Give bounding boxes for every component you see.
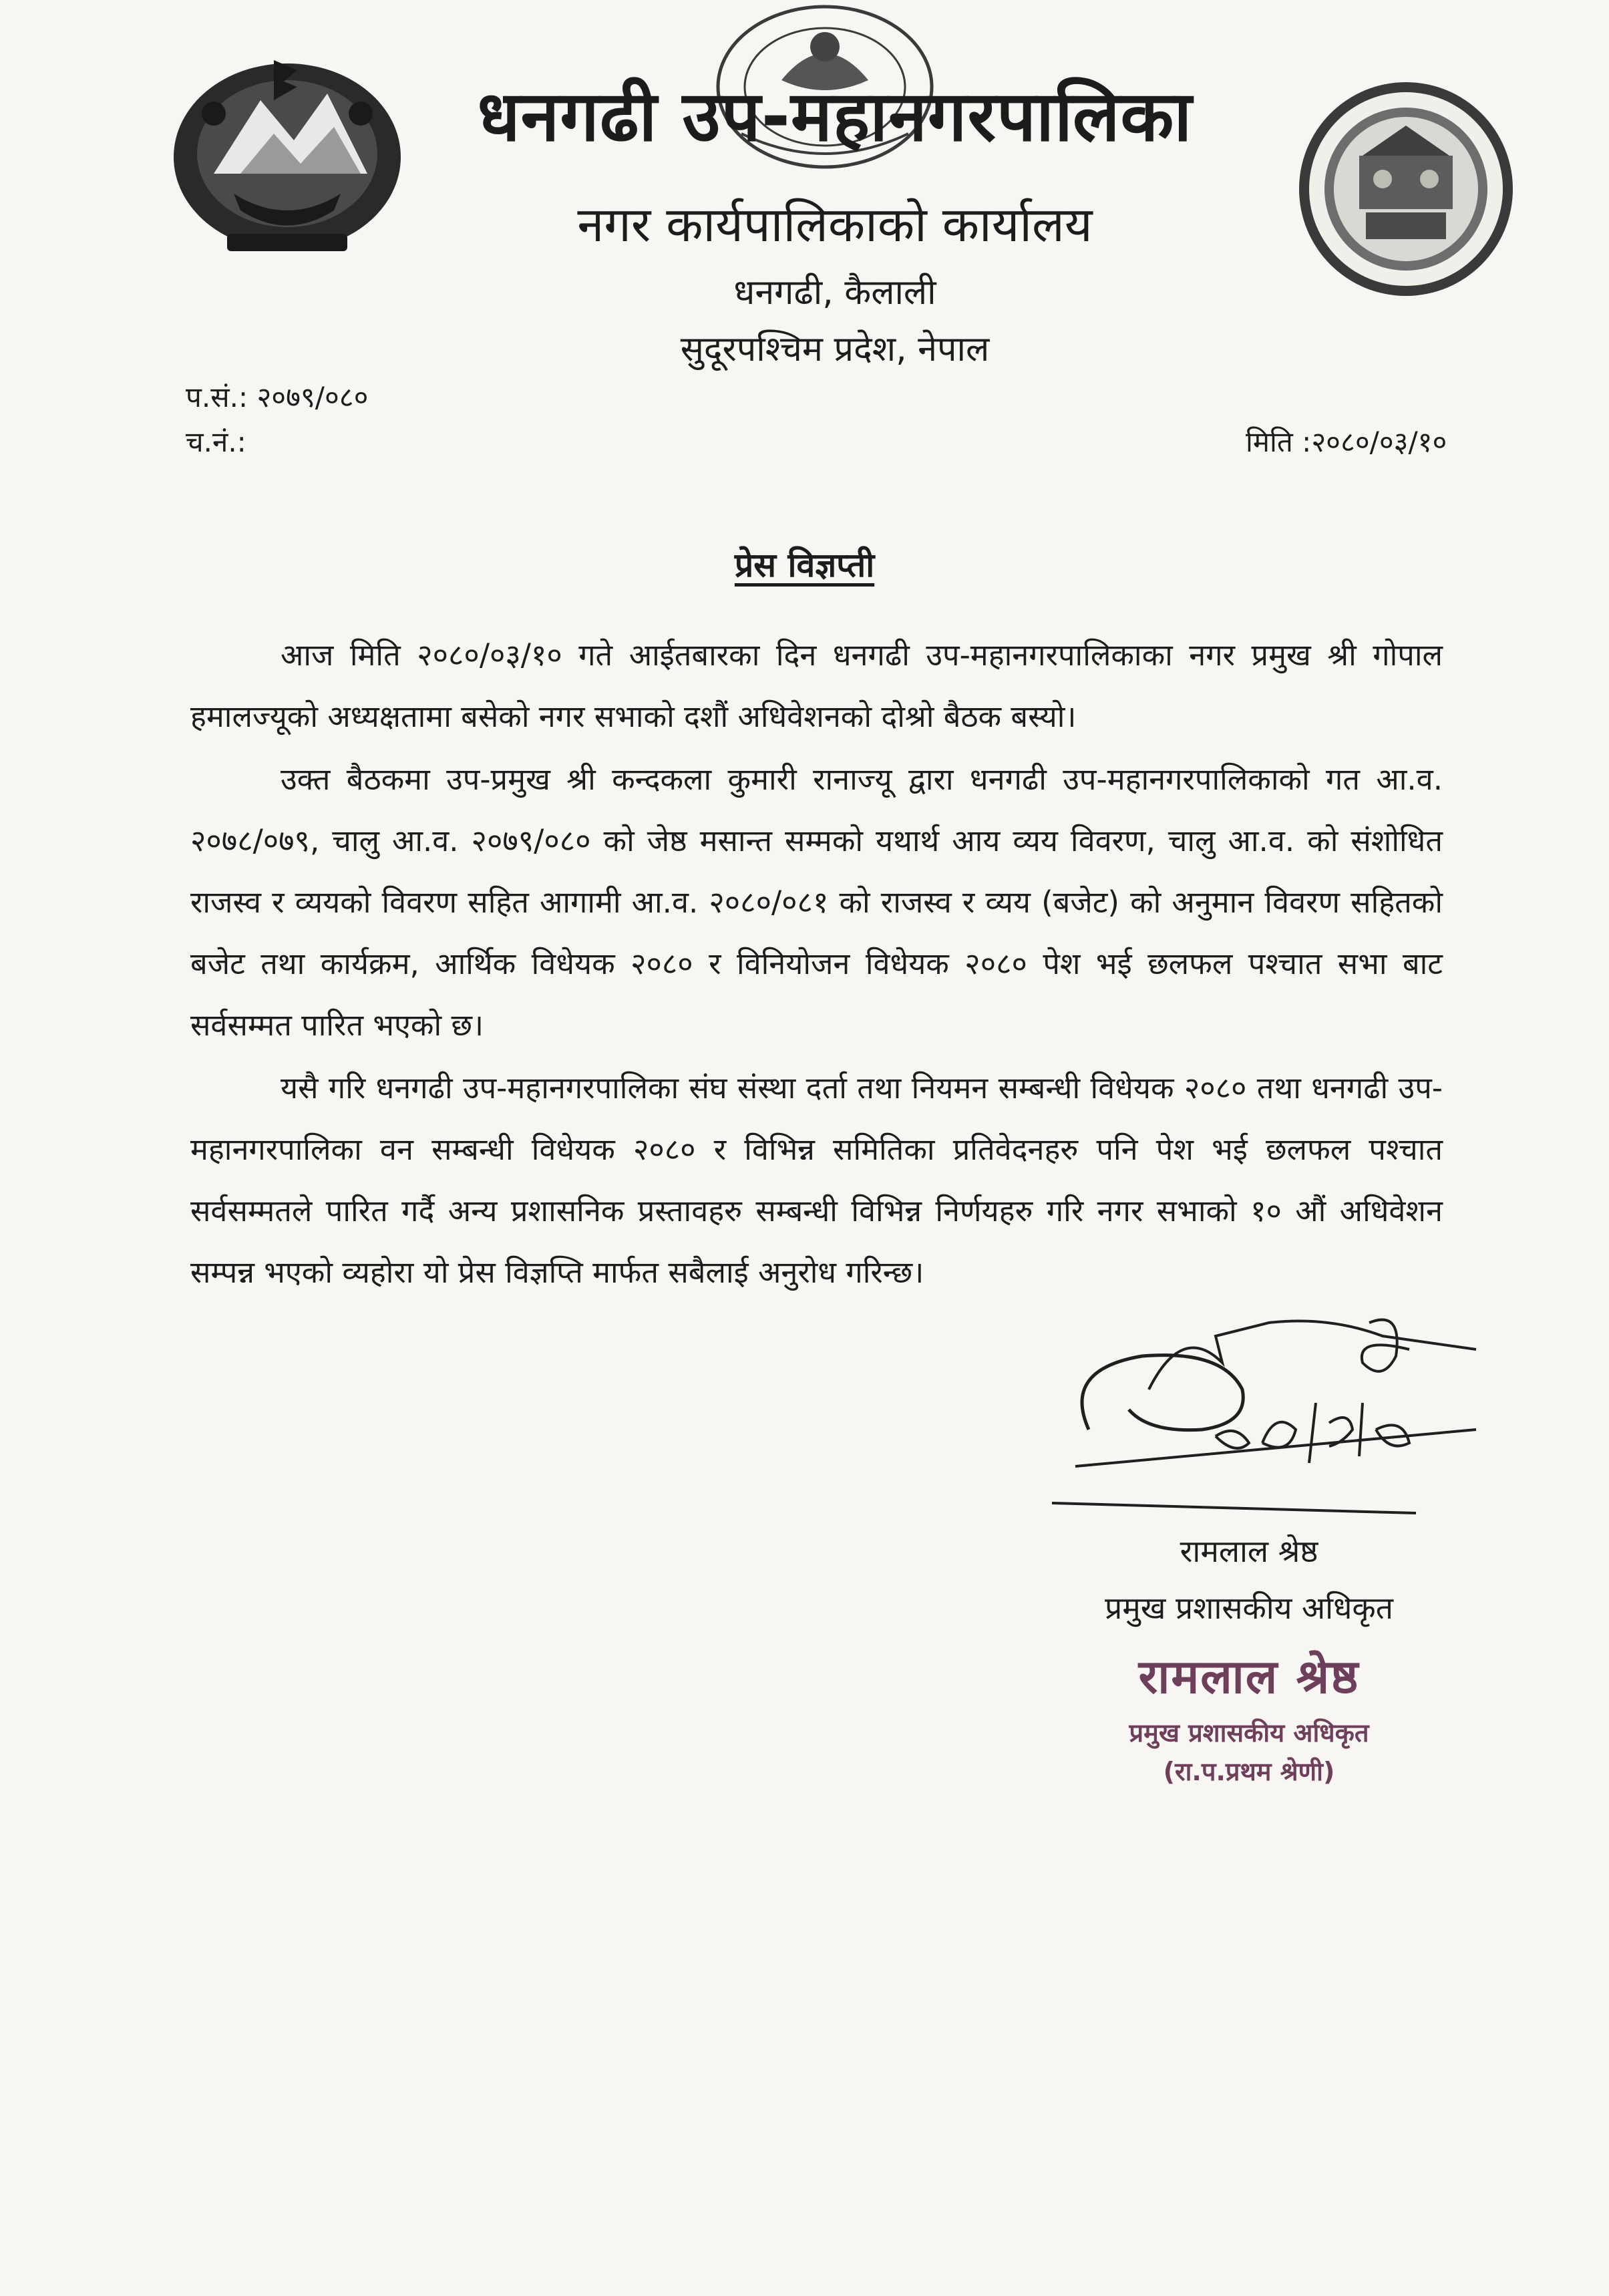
office-city: धनगढी, कैलाली <box>733 273 936 313</box>
nepal-coat-of-arms-icon <box>160 40 414 267</box>
dispatch-number: च.नं.: <box>186 426 246 458</box>
body-paragraph-3: यसै गरि धनगढी उप-महानगरपालिका संघ संस्था दर्ता तथा नियमन सम्बन्धी विधेयक २०८० तथा धनगढी उप-महानगरपालिका वन सम्बन्धी विधेयक २०८० र विभिन्न समितिका प्रतिवेदनहरु पनि पेश भई छलफल पश्चात सर्वसम्मतले पारित गर्दै अन्य प्रशासनिक प्रस्तावहरु सम्बन्धी विभिन्न निर्णयहरु गरि नगर सभाको १० औं अधिवेशन सम्पन्न भएको व्यहोरा यो प्रेस विज्ञप्ति मार्फत सबैलाई अनुरोध गरिन्छ। <box>190 1070 1443 1290</box>
notice-title-text: प्रेस विज्ञप्ती <box>734 546 875 585</box>
official-name-stamp <box>1002 1640 1496 1791</box>
notice-title <box>0 541 1609 587</box>
municipality-title: धनगढी उप-महानगरपालिका <box>477 75 1193 157</box>
municipality-seal-icon <box>1296 79 1516 299</box>
body-paragraph-1: आज मिति २०८०/०३/१० गते आईतबारका दिन धनगढी उप-महानगरपालिकाका नगर प्रमुख श्री गोपाल हमालज्यूको अध्यक्षतामा बसेको नगर सभाको दशौं अधिवेशनको दोश्रो बैठक बस्यो। <box>190 637 1443 734</box>
reference-number: प.सं.: २०७९/०८० <box>186 381 369 414</box>
handwritten-signature-icon <box>1049 1309 1483 1530</box>
issue-date: मिति :२०८०/०३/१० <box>1246 426 1447 458</box>
stamp-post: प्रमुख प्रशासकीय अधिकृत <box>1129 1718 1369 1748</box>
signatory-name: रामलाल श्रेष्ठ <box>1180 1533 1318 1569</box>
notice-body <box>190 625 1443 1305</box>
office-name: नगर कार्यपालिकाको कार्यालय <box>577 196 1093 253</box>
office-province: सुदूरपश्चिम प्रदेश, नेपाल <box>680 329 990 369</box>
body-paragraph-2: उक्त बैठकमा उप-प्रमुख श्री कन्दकला कुमारी रानाज्यू द्वारा धनगढी उप-महानगरपालिकाको गत आ.व. २०७८/०७९, चालु आ.व. २०७९/०८० को जेष्ठ मसान्त सम्मको यथार्थ आय व्यय विवरण, चालु आ.व. को संशोधित राजस्व र व्ययको विवरण सहित आगामी आ.व. २०८०/०८१ को राजस्व र व्यय (बजेट) को अनुमान विवरण सहितको बजेट तथा कार्यक्रम, आर्थिक विधेयक २०८० र विनियोजन विधेयक २०८० पेश भई छलफल पश्चात सभा बाट सर्वसम्मत पारित भएको छ। <box>190 762 1443 1043</box>
signatory-post: प्रमुख प्रशासकीय अधिकृत <box>1105 1590 1393 1626</box>
stamp-class: (रा.प.प्रथम श्रेणी) <box>1163 1757 1335 1786</box>
stamp-name: रामलाल श्रेष्ठ <box>1138 1649 1360 1704</box>
